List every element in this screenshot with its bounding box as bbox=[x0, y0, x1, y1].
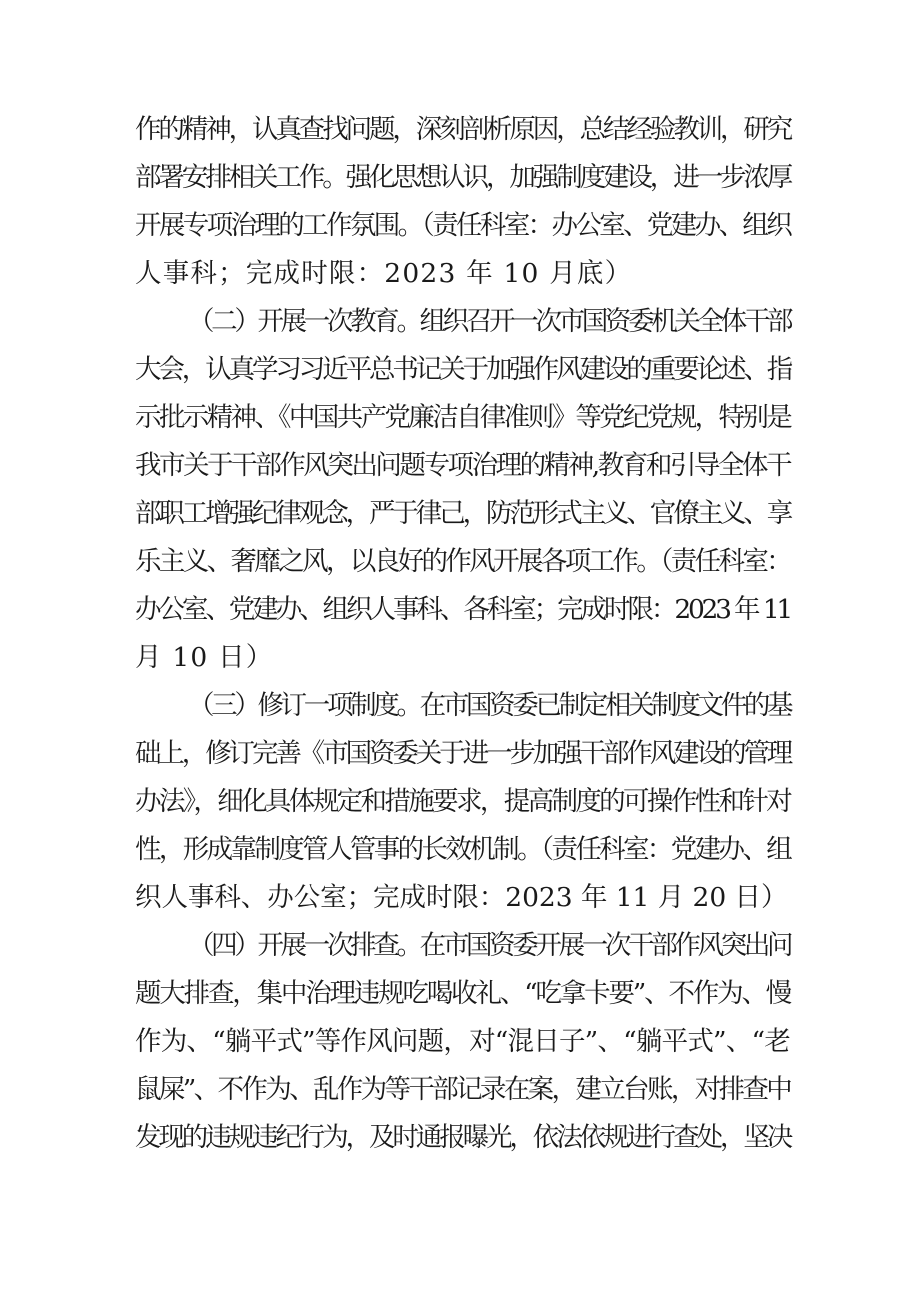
text-line: 部职工增强纪律观念，严于律己，防范形式主义、官僚主义、享 bbox=[135, 498, 790, 529]
paragraph-education bbox=[135, 298, 790, 682]
text-line: （二）开展一次教育。组织召开一次市国资委机关全体干部 bbox=[188, 306, 790, 337]
text-line: 性，形成靠制度管人管事的长效机制。（责任科室：党建办、组 bbox=[135, 834, 790, 865]
document-body bbox=[135, 106, 790, 1162]
text-line: 部署安排相关工作。强化思想认识，加强制度建设，进一步浓厚 bbox=[135, 162, 790, 193]
text-line: 开展专项治理的工作氛围。（责任科室：办公室、党建办、组织 bbox=[135, 210, 790, 241]
text-line: （四）开展一次排查。在市国资委开展一次干部作风突出问 bbox=[188, 930, 790, 961]
text-line: 大会，认真学习习近平总书记关于加强作风建设的重要论述、指 bbox=[135, 354, 790, 385]
text-line: 办法》，细化具体规定和措施要求，提高制度的可操作性和针对 bbox=[135, 786, 790, 817]
paragraph-continuation bbox=[135, 106, 790, 298]
text-line: 作的精神，认真查找问题，深刻剖析原因，总结经验教训，研究 bbox=[135, 114, 790, 145]
text-line: 题大排查，集中治理违规吃喝收礼、“吃拿卡要”、不作为、慢 bbox=[135, 978, 790, 1009]
text-line: 我市关于干部作风突出问题专项治理的精神,教育和引导全体干 bbox=[135, 450, 790, 481]
text-line: 人事科；完成时限：2023 年 10 月底） bbox=[135, 258, 633, 289]
text-line: （三）修订一项制度。在市国资委已制定相关制度文件的基 bbox=[188, 690, 790, 721]
paragraph-regulation bbox=[135, 682, 790, 922]
text-line: 示批示精神、《中国共产党廉洁自律准则》等党纪党规，特别是 bbox=[135, 402, 790, 433]
text-line: 乐主义、奢靡之风，以良好的作风开展各项工作。（责任科室： bbox=[135, 546, 790, 577]
text-line: 鼠屎”、不作为、乱作为等干部记录在案，建立台账，对排查中 bbox=[135, 1074, 790, 1105]
text-line: 织人事科、办公室；完成时限：2023 年 11 月 20 日） bbox=[135, 882, 788, 913]
text-line: 发现的违规违纪行为，及时通报曝光，依法依规进行查处，坚决 bbox=[135, 1122, 790, 1153]
text-line: 础上，修订完善《市国资委关于进一步加强干部作风建设的管理 bbox=[135, 738, 790, 769]
paragraph-inspection bbox=[135, 922, 790, 1162]
text-line: 月 10 日） bbox=[135, 642, 274, 673]
text-line: 办公室、党建办、组织人事科、各科室；完成时限：2023 年 11 bbox=[135, 594, 790, 625]
text-line: 作为、“躺平式”等作风问题，对“混日子”、“躺平式”、“老 bbox=[135, 1026, 790, 1057]
